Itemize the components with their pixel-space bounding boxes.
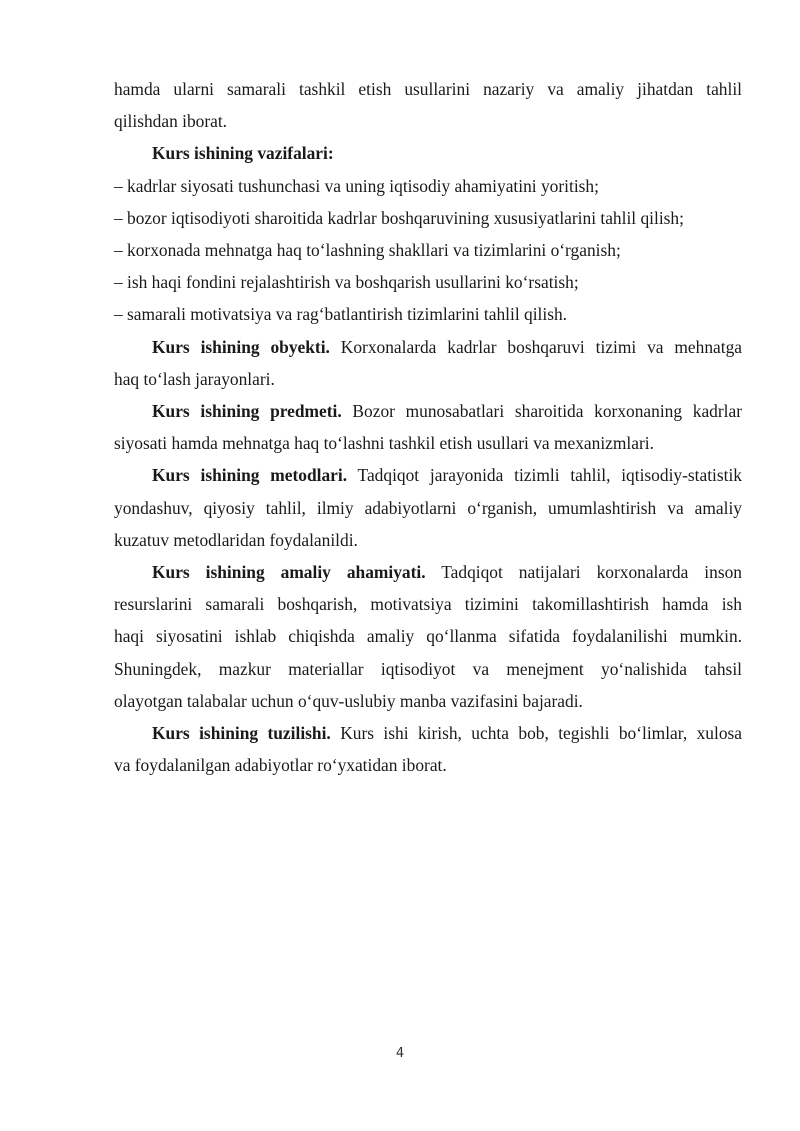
task-item: – ish haqi fondini rejalashtirish va boshqarish usullarini ko‘rsatish; <box>114 272 579 293</box>
text-line: olayotgan talabalar uchun o‘quv-uslubiy manba vazifasini bajaradi. <box>114 690 583 711</box>
task-item: – kadrlar siyosati tushunchasi va uning iqtisodiy ahamiyatini yoritish; <box>114 175 599 196</box>
tasks-heading: Kurs ishining vazifalari: <box>152 143 334 164</box>
text-line: kuzatuv metodlaridan foydalanildi. <box>114 529 358 550</box>
subject-label: Kurs ishining predmeti. <box>152 401 342 422</box>
object-paragraph-line: Kurs ishining obyekti. Korxonalarda kadrlar boshqaruvi tizimi va mehnatga <box>152 336 742 357</box>
text-line: yondashuv, qiyosiy tahlil, ilmiy adabiyotlarni o‘rganish, umumlashtirish va amaliy <box>114 497 742 518</box>
text-line: haq to‘lash jarayonlari. <box>114 368 275 389</box>
practical-label: Kurs ishining amaliy ahamiyati. <box>152 562 426 583</box>
structure-paragraph-line: Kurs ishining tuzilishi. Kurs ishi kirish, uchta bob, tegishli bo‘limlar, xulosa <box>152 723 743 744</box>
text-line: qilishdan iborat. <box>114 111 228 132</box>
object-label: Kurs ishining obyekti. <box>152 336 330 357</box>
document-body <box>114 73 742 781</box>
text-line: Shuningdek, mazkur materiallar iqtisodiyot va menejment yo‘nalishida tahsil <box>114 658 742 679</box>
page-number: 4 <box>395 1046 405 1061</box>
subject-paragraph-line: Kurs ishining predmeti. Bozor munosabatlari sharoitida korxonaning kadrlar <box>152 401 742 422</box>
structure-label: Kurs ishining tuzilishi. <box>152 723 331 744</box>
text-line: resurslarini samarali boshqarish, motivatsiya tizimini takomillashtirish hamda ish <box>114 594 742 615</box>
text-line: haqi siyosatini ishlab chiqishda amaliy qo‘llanma sifatida foydalanilishi mumkin. <box>114 626 742 647</box>
practical-paragraph-line: Kurs ishining amaliy ahamiyati. Tadqiqot natijalari korxonalarda inson <box>152 562 742 583</box>
task-item: – korxonada mehnatga haq to‘lashning shakllari va tizimlarini o‘rganish; <box>114 240 621 261</box>
text-line: hamda ularni samarali tashkil etish usullarini nazariy va amaliy jihatdan tahlil <box>114 79 742 99</box>
text-line: va foydalanilgan adabiyotlar ro‘yxatidan iborat. <box>114 755 447 776</box>
methods-label: Kurs ishining metodlari. <box>152 465 348 486</box>
task-item: – bozor iqtisodiyoti sharoitida kadrlar boshqaruvining xususiyatlarini tahlil qilish; <box>114 207 684 228</box>
methods-paragraph-line: Kurs ishining metodlari. Tadqiqot jarayonida tizimli tahlil, iqtisodiy-statistik <box>152 465 742 486</box>
text-line: siyosati hamda mehnatga haq to‘lashni tashkil etish usullari va mexanizmlari. <box>114 433 654 454</box>
task-item: – samarali motivatsiya va rag‘batlantirish tizimlarini tahlil qilish. <box>114 304 568 325</box>
